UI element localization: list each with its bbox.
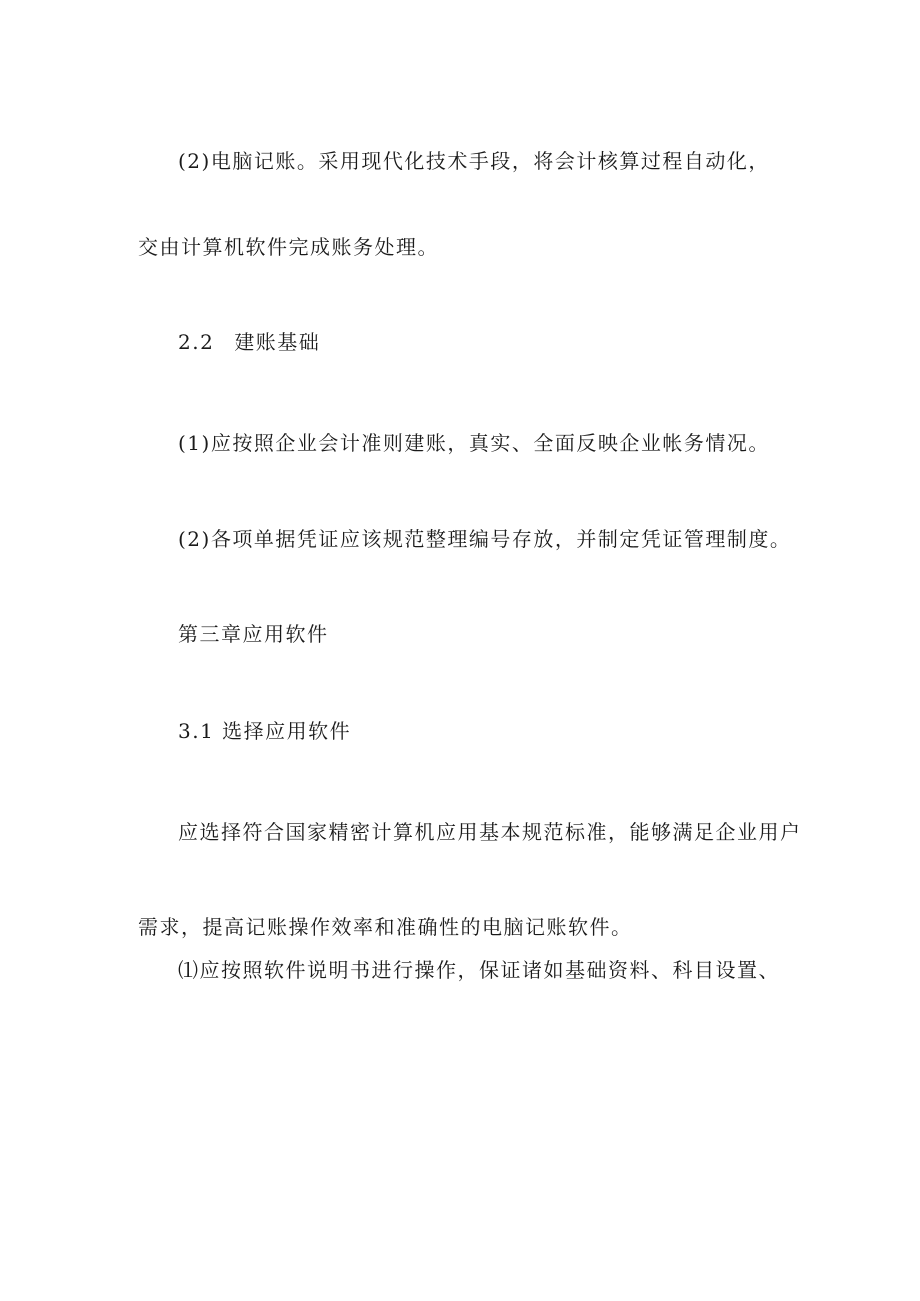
- paragraph-computer-bookkeeping: (2)电脑记账。采用现代化技术手段，将会计核算过程自动化，: [178, 149, 770, 173]
- paragraph-accounting-standards: (1)应按照企业会计准则建账，真实、全面反映企业帐务情况。: [178, 431, 770, 455]
- section-title: 建账基础: [234, 330, 321, 354]
- paragraph-software-selection-cont: 需求，提高记账操作效率和准确性的电脑记账软件。: [138, 915, 633, 939]
- section-heading-3-1: 3.1 选择应用软件: [178, 719, 352, 743]
- paragraph-software-operation: ⑴应按照软件说明书进行操作，保证诸如基础资料、科目设置、: [178, 958, 780, 982]
- paragraph-software-selection: 应选择符合国家精密计算机应用基本规范标准，能够满足企业用户: [178, 820, 802, 844]
- paragraph-voucher-management: (2)各项单据凭证应该规范整理编号存放，并制定凭证管理制度。: [178, 527, 792, 551]
- section-heading-2-2: [178, 328, 320, 356]
- paragraph-computer-bookkeeping-cont: 交由计算机软件完成账务处理。: [138, 235, 439, 259]
- section-number: 2.2: [178, 330, 215, 354]
- chapter-heading-3: 第三章应用软件: [178, 622, 329, 646]
